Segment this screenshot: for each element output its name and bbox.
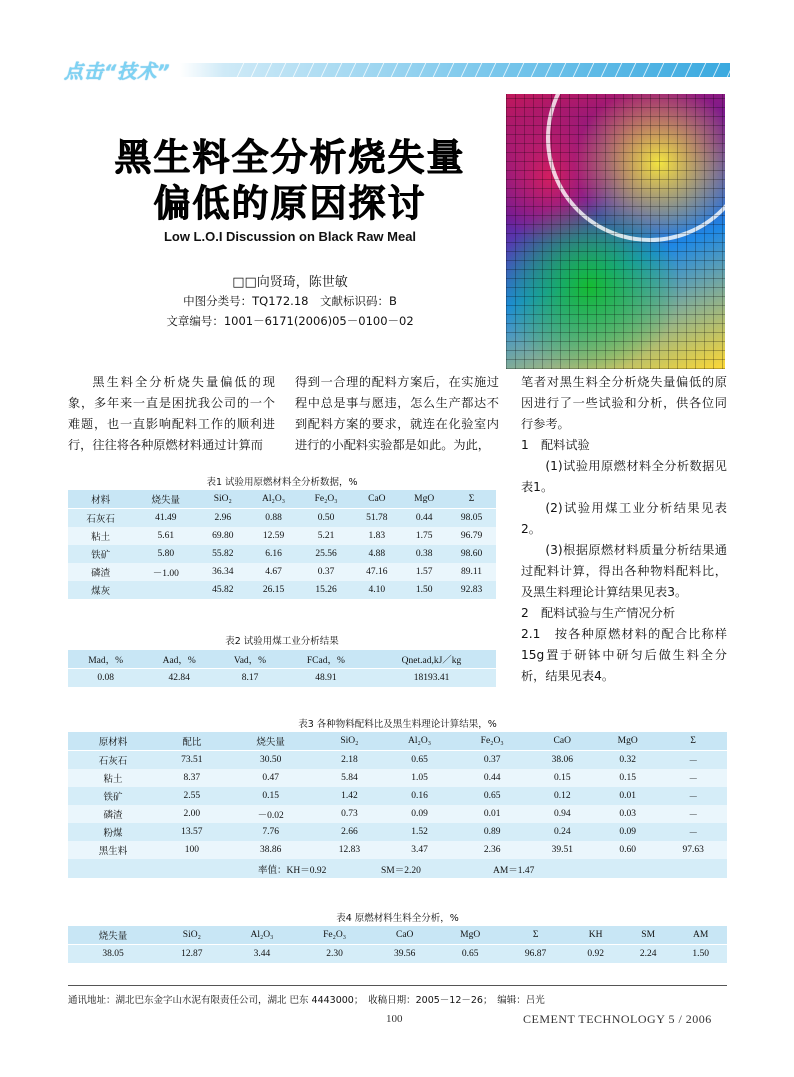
table2-header-cell: Qnet.ad,kJ／kg xyxy=(367,650,496,669)
english-subtitle: Low L.O.I Discussion on Black Raw Meal xyxy=(163,229,417,244)
header-stripe xyxy=(712,61,721,79)
cover-artwork xyxy=(506,94,725,369)
table4-cell: 1.50 xyxy=(674,945,727,964)
table4-cell: 39.56 xyxy=(371,945,439,964)
table4-header-cell: MgO xyxy=(438,926,501,945)
table4-header-cell: Σ xyxy=(502,926,570,945)
header-stripe xyxy=(236,61,245,79)
table1-header-row xyxy=(68,490,496,509)
header-stripe xyxy=(754,61,763,79)
table2-body xyxy=(68,669,496,688)
table2-caption: 表2 试验用煤工业分析结果 xyxy=(225,636,339,647)
table1-cell: 1.57 xyxy=(401,563,447,581)
table3-cell: 0.89 xyxy=(456,823,529,841)
table1-cell: 0.88 xyxy=(247,509,300,528)
table1-cell: 98.05 xyxy=(447,509,496,528)
body-column-1 xyxy=(68,372,275,456)
table1-cell: 55.82 xyxy=(198,545,247,563)
header-stripe xyxy=(404,61,413,79)
table2-cell: 18193.41 xyxy=(367,669,496,688)
table3-cell: 73.51 xyxy=(158,751,226,770)
table1-cell: 15.26 xyxy=(300,581,353,599)
header-stripe xyxy=(642,61,651,79)
table4-cell: 2.24 xyxy=(622,945,675,964)
table1-row xyxy=(68,509,496,528)
table2-cell: 48.91 xyxy=(285,669,367,688)
table2-header-cell: Aad，% xyxy=(143,650,215,669)
table2-row xyxy=(68,669,496,688)
table3-cell: 0.12 xyxy=(529,787,597,805)
header-stripe xyxy=(684,61,693,79)
paragraph: 2.1 按各种原燃材料的配合比称样15g置于研钵中研匀后做生料全分析，结果见表4。 xyxy=(521,627,727,683)
header-stripe xyxy=(278,61,287,79)
table3-cell: － xyxy=(659,823,727,841)
table2-header-row xyxy=(68,650,496,669)
table1-cell: 6.16 xyxy=(247,545,300,563)
table2-cell: 42.84 xyxy=(143,669,215,688)
table1-caption: 表1 试验用原燃材料全分析数据，% xyxy=(206,477,358,488)
table4 xyxy=(68,926,727,963)
table3-cell: 0.44 xyxy=(456,769,529,787)
table3-cell: 1.05 xyxy=(383,769,456,787)
table3-caption: 表3 各种物料配料比及黑生料理论计算结果，% xyxy=(298,719,497,730)
body-column-3 xyxy=(521,372,727,687)
header-stripe xyxy=(600,61,609,79)
article-number: 文章编号：1001－6171(2006)05－0100－02 xyxy=(166,314,414,328)
header-stripe xyxy=(418,61,427,79)
table1-cell: 4.67 xyxy=(247,563,300,581)
table4-header-cell: SiO₂ xyxy=(158,926,226,945)
table3-cell: 0.16 xyxy=(383,787,456,805)
header-stripe xyxy=(446,61,455,79)
table3-cell: 0.03 xyxy=(596,805,659,823)
table3-header-cell: Al₂O₃ xyxy=(383,732,456,751)
table4-header-cell: SM xyxy=(622,926,675,945)
table1-row xyxy=(68,527,496,545)
header-stripe xyxy=(320,61,329,79)
table4-header-cell: 烧失量 xyxy=(68,926,158,945)
table3-cell: 8.37 xyxy=(158,769,226,787)
table1-row xyxy=(68,545,496,563)
table1-cell: 51.78 xyxy=(352,509,401,528)
table3-cell: 2.66 xyxy=(316,823,384,841)
header-stripe xyxy=(768,61,777,79)
table3-cell: 38.86 xyxy=(226,841,316,859)
table1-cell: 粘土 xyxy=(68,527,133,545)
header-stripe xyxy=(488,61,497,79)
header-stripe xyxy=(516,61,525,79)
section-header xyxy=(62,60,730,83)
section-tag: 点击“技术” xyxy=(64,61,171,83)
paragraph: (1)试验用原燃材料全分析数据见表1。 xyxy=(521,459,727,494)
header-stripe xyxy=(544,61,553,79)
table1-cell: 26.15 xyxy=(247,581,300,599)
table3-cell: 2.55 xyxy=(158,787,226,805)
table3-row xyxy=(68,787,727,805)
header-stripe xyxy=(292,61,301,79)
header-stripe xyxy=(572,61,581,79)
table4-cell: 3.44 xyxy=(226,945,299,964)
header-stripe xyxy=(670,61,679,79)
footer-rule xyxy=(68,985,727,986)
paragraph: (3)根据原燃材料质量分析结果通过配料计算，得出各种物料配料比，及黑生料理论计算结果见表3。 xyxy=(521,543,727,599)
table3-ratio-row xyxy=(68,859,727,878)
table1-cell: 1.83 xyxy=(352,527,401,545)
table1-cell: 1.50 xyxy=(401,581,447,599)
section-heading-2: 2 配料试验与生产情况分析 xyxy=(521,606,676,620)
table3-row xyxy=(68,805,727,823)
table3-cell: 0.09 xyxy=(383,805,456,823)
table3-cell: 0.47 xyxy=(226,769,316,787)
page-number: 100 xyxy=(386,1013,403,1025)
table4-cell: 2.30 xyxy=(298,945,371,964)
table3-row xyxy=(68,823,727,841)
table3-cell: 石灰石 xyxy=(68,751,158,770)
table1-cell: 4.88 xyxy=(352,545,401,563)
table3-cell: 黑生料 xyxy=(68,841,158,859)
section-heading-1: 1 配料试验 xyxy=(521,438,590,452)
table3-header-cell: SiO₂ xyxy=(316,732,384,751)
table1-cell: 0.50 xyxy=(300,509,353,528)
table3 xyxy=(68,732,727,878)
table1-cell: 12.59 xyxy=(247,527,300,545)
header-stripe xyxy=(334,61,343,79)
table1-cell: 89.11 xyxy=(447,563,496,581)
table1-header-cell: Al₂O₃ xyxy=(247,490,300,509)
table1-cell: 25.56 xyxy=(300,545,353,563)
table3-cell: 铁矿 xyxy=(68,787,158,805)
table2-header-cell: Mad，% xyxy=(68,650,143,669)
header-stripe xyxy=(656,61,665,79)
table1-cell: 45.82 xyxy=(198,581,247,599)
table3-header-cell: 原材料 xyxy=(68,732,158,751)
table3-cell: 0.01 xyxy=(596,787,659,805)
header-stripe xyxy=(614,61,623,79)
classification-number: 中图分类号：TQ172.18 文献标识码：B xyxy=(183,294,397,308)
table4-header-cell: Al₂O₃ xyxy=(226,926,299,945)
table3-cell: 0.73 xyxy=(316,805,384,823)
table1-row xyxy=(68,581,496,599)
table1-cell: －1.00 xyxy=(133,563,198,581)
table3-cell: 12.83 xyxy=(316,841,384,859)
table3-cell: 粉煤 xyxy=(68,823,158,841)
header-stripe xyxy=(558,61,567,79)
table4-cell: 0.65 xyxy=(438,945,501,964)
table1-cell: 0.44 xyxy=(401,509,447,528)
table2 xyxy=(68,650,496,687)
table1-row xyxy=(68,563,496,581)
ratio-kh: 率值：KH＝0.92 xyxy=(258,866,327,876)
table4-cell: 12.87 xyxy=(158,945,226,964)
header-stripe xyxy=(698,61,707,79)
table3-cell: 100 xyxy=(158,841,226,859)
table1-cell: 96.79 xyxy=(447,527,496,545)
table3-header-cell: 烧失量 xyxy=(226,732,316,751)
table2-cell: 8.17 xyxy=(215,669,285,688)
table3-cell: 0.15 xyxy=(529,769,597,787)
table1-header-cell: CaO xyxy=(352,490,401,509)
table2-header-cell: Vad，% xyxy=(215,650,285,669)
table3-header-cell: Σ xyxy=(659,732,727,751)
table3-cell: 0.32 xyxy=(596,751,659,770)
table3-cell: 磷渣 xyxy=(68,805,158,823)
table1-cell: 5.61 xyxy=(133,527,198,545)
header-stripe xyxy=(362,61,371,79)
table1-cell: 0.37 xyxy=(300,563,353,581)
paragraph: (2)试验用煤工业分析结果见表2。 xyxy=(521,501,727,536)
table1-header-cell: SiO₂ xyxy=(198,490,247,509)
table1-cell: 47.16 xyxy=(352,563,401,581)
table1 xyxy=(68,490,496,599)
header-gradient-bar xyxy=(180,63,730,77)
table4-cell: 96.87 xyxy=(502,945,570,964)
table3-cell: －0.02 xyxy=(226,805,316,823)
table1-cell: 41.49 xyxy=(133,509,198,528)
header-stripe xyxy=(390,61,399,79)
table3-body xyxy=(68,751,727,860)
table1-cell: 5.80 xyxy=(133,545,198,563)
table4-header-cell: CaO xyxy=(371,926,439,945)
table3-cell: 13.57 xyxy=(158,823,226,841)
table1-body xyxy=(68,509,496,600)
table1-cell: 36.34 xyxy=(198,563,247,581)
table3-cell: 7.76 xyxy=(226,823,316,841)
table1-cell xyxy=(133,581,198,599)
table3-header-cell: CaO xyxy=(529,732,597,751)
ratio-am: AM＝1.47 xyxy=(493,866,535,876)
table1-cell: 石灰石 xyxy=(68,509,133,528)
header-stripe xyxy=(474,61,483,79)
table2-cell: 0.08 xyxy=(68,669,143,688)
table1-cell: 69.80 xyxy=(198,527,247,545)
title-line-2: 偏低的原因探讨 xyxy=(153,182,427,225)
table1-cell: 5.21 xyxy=(300,527,353,545)
article-title xyxy=(90,135,490,227)
authors: □□向贤琦，陈世敏 xyxy=(232,275,348,290)
journal-name: CEMENT TECHNOLOGY 5 / 2006 xyxy=(523,1012,712,1026)
table2-header-cell: FCad，% xyxy=(285,650,367,669)
header-stripe xyxy=(530,61,539,79)
table3-cell: 2.00 xyxy=(158,805,226,823)
table3-cell: 2.18 xyxy=(316,751,384,770)
table3-cell: 0.15 xyxy=(596,769,659,787)
table3-header-cell: MgO xyxy=(596,732,659,751)
table4-header-cell: Fe₂O₃ xyxy=(298,926,371,945)
table1-cell: 4.10 xyxy=(352,581,401,599)
table3-cell: 97.63 xyxy=(659,841,727,859)
table1-header-cell: Fe₂O₃ xyxy=(300,490,353,509)
header-stripe xyxy=(726,61,735,79)
table4-header-cell: AM xyxy=(674,926,727,945)
table4-caption: 表4 原燃材料生料全分析，% xyxy=(336,913,459,924)
header-stripe xyxy=(740,61,749,79)
footer-address: 通讯地址：湖北巴东金字山水泥有限责任公司，湖北 巴东 4443000； 收稿日期：2005－12－26； 编辑：吕光 xyxy=(68,995,545,1006)
header-stripe xyxy=(376,61,385,79)
header-stripe xyxy=(306,61,315,79)
header-stripe xyxy=(432,61,441,79)
table3-row xyxy=(68,769,727,787)
paragraph: 笔者对黑生料全分析烧失量偏低的原因进行了一些试验和分析，供各位同行参考。 xyxy=(521,375,727,431)
table3-cell: 30.50 xyxy=(226,751,316,770)
paragraph: 黑生料全分析烧失量偏低的现象，多年来一直是困扰我公司的一个难题，也一直影响配料工作的顺利进行，往往将各种原燃材料通过计算而 xyxy=(68,375,275,452)
table3-cell: 0.94 xyxy=(529,805,597,823)
table3-cell: 0.15 xyxy=(226,787,316,805)
paragraph: 得到一合理的配料方案后，在实施过程中总是事与愿违，怎么生产都达不到配料方案的要求，就连在化验室内进行的小配料实验都是如此。为此， xyxy=(295,375,499,452)
table3-cell: 1.52 xyxy=(383,823,456,841)
title-line-1: 黑生料全分析烧失量 xyxy=(114,136,466,179)
ratio-sm: SM＝2.20 xyxy=(381,866,421,876)
header-stripe xyxy=(250,61,259,79)
table4-header-cell: KH xyxy=(569,926,622,945)
header-stripe xyxy=(502,61,511,79)
table3-cell: 5.84 xyxy=(316,769,384,787)
table3-cell: 38.06 xyxy=(529,751,597,770)
header-stripe xyxy=(264,61,273,79)
table1-header-cell: Σ xyxy=(447,490,496,509)
table1-cell: 0.38 xyxy=(401,545,447,563)
table3-cell: 0.37 xyxy=(456,751,529,770)
table3-cell: 0.65 xyxy=(456,787,529,805)
table1-cell: 92.83 xyxy=(447,581,496,599)
table3-header-cell: Fe₂O₃ xyxy=(456,732,529,751)
table4-cell: 38.05 xyxy=(68,945,158,964)
table4-row xyxy=(68,945,727,964)
table3-cell: 3.47 xyxy=(383,841,456,859)
table1-cell: 1.75 xyxy=(401,527,447,545)
table3-header-cell: 配比 xyxy=(158,732,226,751)
table3-cell: － xyxy=(659,769,727,787)
body-column-2 xyxy=(295,372,499,456)
table3-cell: 0.60 xyxy=(596,841,659,859)
table3-row xyxy=(68,841,727,859)
table3-cell: 0.09 xyxy=(596,823,659,841)
table1-header-cell: MgO xyxy=(401,490,447,509)
table1-cell: 2.96 xyxy=(198,509,247,528)
table1-header-cell: 烧失量 xyxy=(133,490,198,509)
table3-cell: 粘土 xyxy=(68,769,158,787)
header-stripe xyxy=(348,61,357,79)
table4-header-row xyxy=(68,926,727,945)
table3-cell: － xyxy=(659,751,727,770)
table3-cell: 0.24 xyxy=(529,823,597,841)
header-stripe xyxy=(782,61,791,79)
table1-cell: 煤灰 xyxy=(68,581,133,599)
table1-cell: 磷渣 xyxy=(68,563,133,581)
artwork-mosaic xyxy=(506,94,725,369)
table4-body xyxy=(68,945,727,964)
table4-cell: 0.92 xyxy=(569,945,622,964)
table3-cell: － xyxy=(659,787,727,805)
table3-cell: － xyxy=(659,805,727,823)
table3-row xyxy=(68,751,727,770)
table3-cell: 39.51 xyxy=(529,841,597,859)
table1-cell: 98.60 xyxy=(447,545,496,563)
table3-cell: 1.42 xyxy=(316,787,384,805)
table3-cell: 0.01 xyxy=(456,805,529,823)
table1-header-cell: 材料 xyxy=(68,490,133,509)
header-stripe xyxy=(586,61,595,79)
table3-header-row xyxy=(68,732,727,751)
header-stripe xyxy=(628,61,637,79)
table3-cell: 0.65 xyxy=(383,751,456,770)
header-stripe xyxy=(460,61,469,79)
table1-cell: 铁矿 xyxy=(68,545,133,563)
table3-cell: 2.36 xyxy=(456,841,529,859)
